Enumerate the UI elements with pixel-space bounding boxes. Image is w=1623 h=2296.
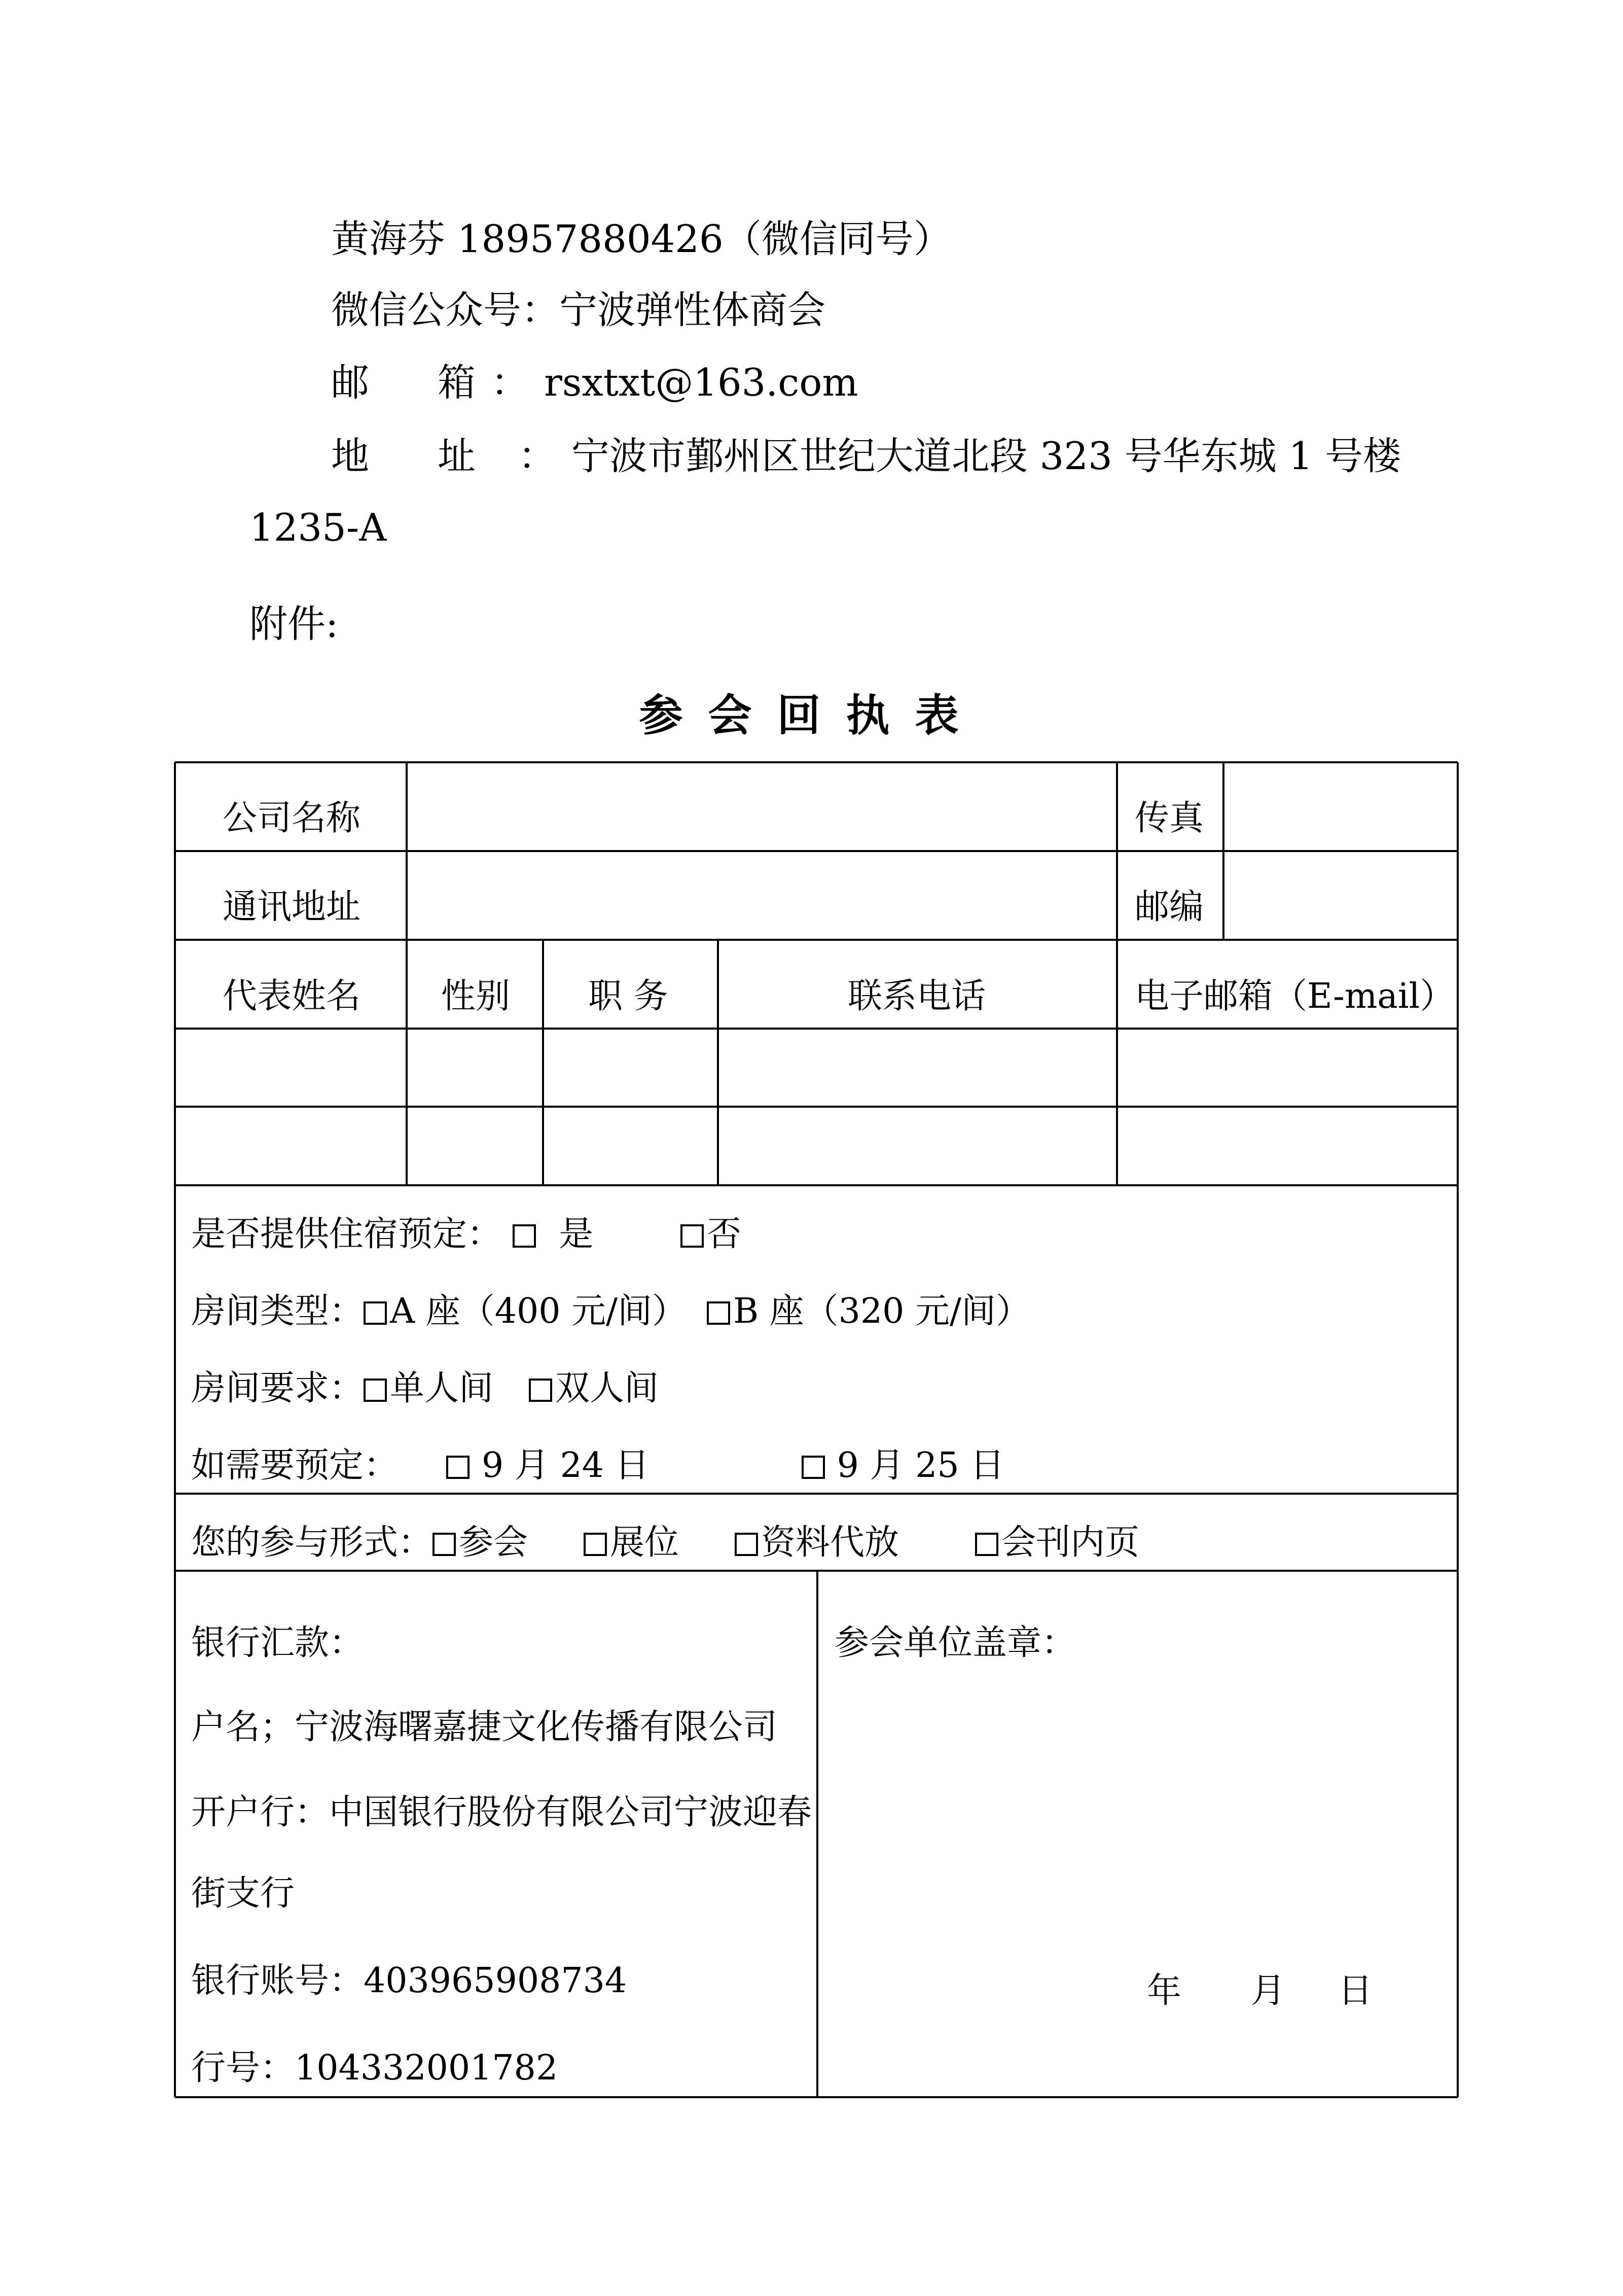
attend-label: 参会 (459, 1523, 528, 1563)
email-label: 邮 箱： (331, 360, 545, 405)
header-gender: 性别 (441, 976, 511, 1016)
room-a-checkbox[interactable] (364, 1301, 387, 1325)
booth-checkbox[interactable] (584, 1533, 607, 1556)
header-phone: 联系电话 (848, 976, 986, 1016)
lodging-no-label: 否 (706, 1214, 741, 1254)
postcode-label: 邮编 (1135, 887, 1204, 927)
lodging-question: 是否提供住宿预定： (191, 1214, 502, 1254)
bank-name-line1: 开户行：中国银行股份有限公司宁波迎春 (191, 1792, 812, 1832)
fax-label: 传真 (1135, 798, 1204, 838)
email-value: rsxtxt@163.com (544, 360, 858, 405)
address-label: 地 址 ： (331, 434, 571, 478)
contact-person: 黄海芬 18957880426（微信同号） (331, 217, 952, 261)
bank-account-number: 银行账号：403965908734 (191, 1961, 627, 2001)
header-position: 职 务 (588, 976, 668, 1016)
journal-page-checkbox[interactable] (975, 1533, 998, 1556)
date-24-label: 9 月 24 日 (482, 1445, 650, 1486)
booking-dates-label: 如需要预定： (191, 1445, 399, 1486)
lodging-question-row (191, 1214, 741, 1254)
lodging-no-checkbox[interactable] (680, 1224, 704, 1248)
email-line (331, 360, 858, 405)
participation-row (191, 1523, 1140, 1563)
booth-label: 展位 (610, 1523, 679, 1563)
header-representative-name: 代表姓名 (223, 976, 361, 1016)
participation-label: 您的参与形式： (191, 1523, 433, 1563)
journal-page-label: 会刊内页 (1001, 1523, 1140, 1563)
single-room-label: 单人间 (390, 1368, 494, 1408)
seal-label: 参会单位盖章： (835, 1623, 1076, 1663)
seal-day: 日 (1338, 1971, 1373, 2011)
address-value: 宁波市鄞州区世纪大道北段 323 号华东城 1 号楼 (571, 434, 1401, 478)
room-a-label: A 座（400 元/间） (390, 1291, 687, 1331)
date-25-label: 9 月 25 日 (837, 1445, 1005, 1486)
attachment-label: 附件: (249, 602, 339, 646)
room-b-label: B 座（320 元/间） (733, 1291, 1030, 1331)
bank-transfer-label: 银行汇款： (191, 1623, 364, 1663)
attend-checkbox[interactable] (432, 1533, 456, 1556)
account-name: 户名；宁波海曙嘉捷文化传播有限公司 (191, 1707, 778, 1747)
wechat-account: 宁波弹性体商会 (559, 288, 826, 332)
header-email: 电子邮箱（E-mail） (1135, 976, 1455, 1016)
seal-month: 月 (1251, 1971, 1286, 2011)
room-requirement-row (191, 1368, 659, 1408)
material-label: 资料代放 (761, 1523, 899, 1563)
address-line-2: 1235-A (249, 505, 387, 550)
booking-dates-row (191, 1445, 1005, 1486)
lodging-yes-label: 是 (559, 1214, 594, 1254)
bank-code: 行号：104332001782 (191, 2048, 558, 2088)
wechat-line (331, 288, 826, 332)
room-requirement-label: 房间要求： (191, 1368, 364, 1408)
room-type-label: 房间类型： (191, 1291, 364, 1331)
single-room-checkbox[interactable] (364, 1379, 387, 1402)
date-24-checkbox[interactable] (446, 1456, 470, 1479)
seal-year: 年 (1147, 1971, 1182, 2011)
mailing-address-label: 通讯地址 (223, 887, 361, 927)
double-room-label: 双人间 (555, 1368, 659, 1408)
double-room-checkbox[interactable] (529, 1379, 552, 1402)
form-title: 参会回执表 (639, 690, 984, 741)
company-name-label: 公司名称 (223, 798, 361, 838)
bank-name-line2: 街支行 (191, 1874, 295, 1914)
room-b-checkbox[interactable] (707, 1301, 730, 1325)
lodging-yes-checkbox[interactable] (513, 1224, 536, 1248)
address-line (331, 434, 1401, 478)
wechat-label: 微信公众号： (331, 288, 560, 332)
date-25-checkbox[interactable] (802, 1456, 825, 1479)
room-type-row (191, 1291, 1030, 1331)
material-checkbox[interactable] (735, 1533, 758, 1556)
